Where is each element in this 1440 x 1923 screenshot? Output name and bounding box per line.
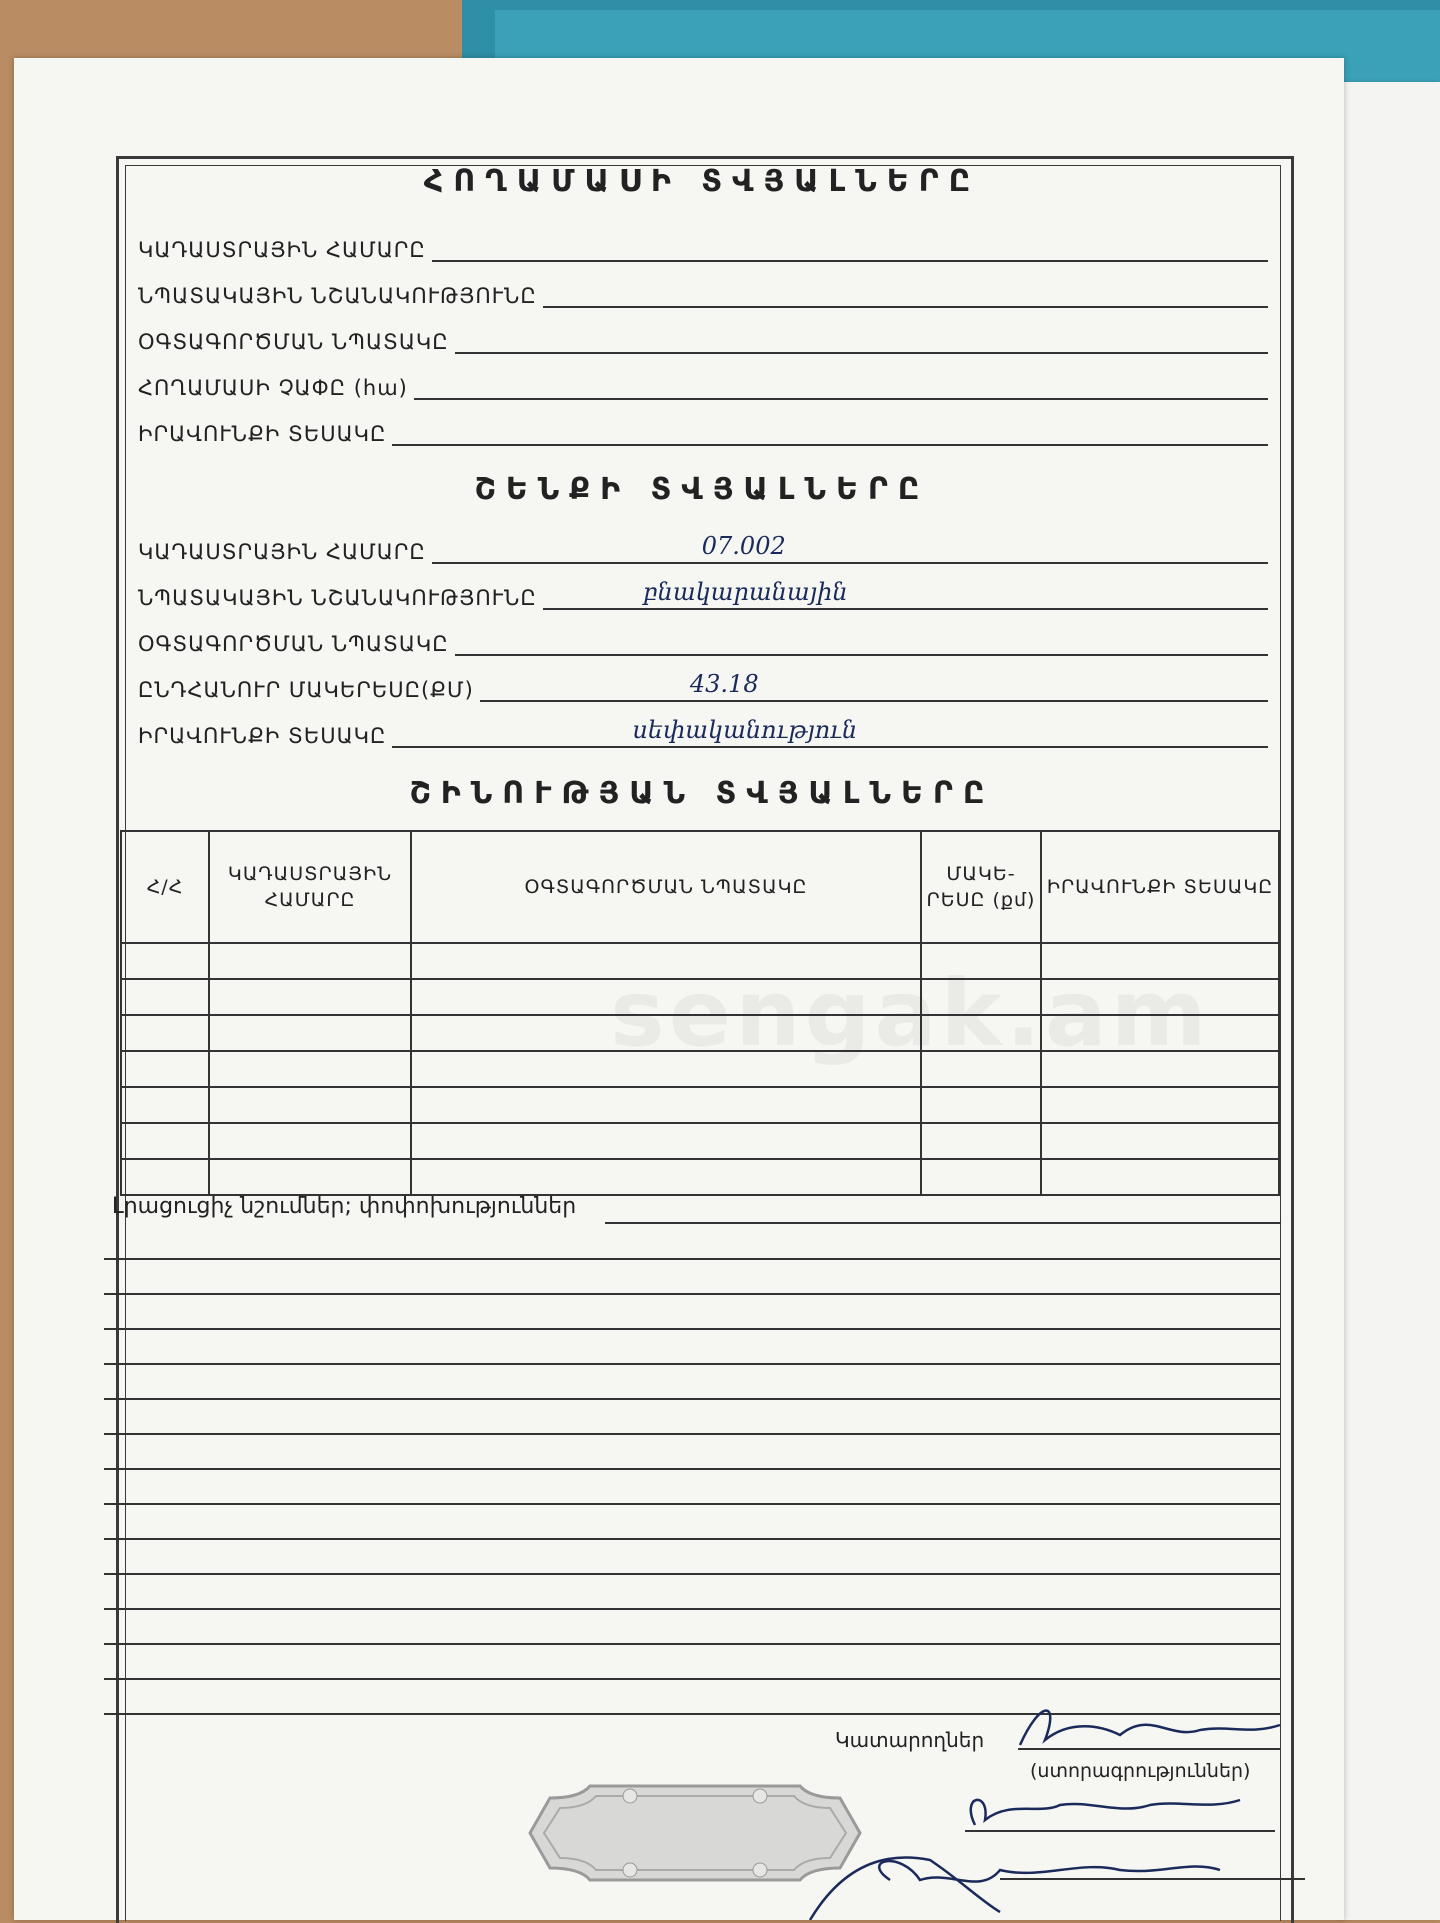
land-usage-purpose <box>138 322 1268 354</box>
table-cell <box>209 1159 411 1195</box>
table-cell <box>411 1123 921 1159</box>
notes-line <box>104 1328 1280 1330</box>
field-line <box>480 670 1268 702</box>
column-header: ԿԱԴԱՍՏՐԱՅԻՆ ՀԱՄԱՐԸ <box>209 831 411 943</box>
table-cell <box>411 1159 921 1195</box>
table-row <box>121 1087 1279 1123</box>
table-cell <box>209 1051 411 1087</box>
field-value: սեփականություն <box>632 716 858 744</box>
table-cell <box>921 1015 1041 1051</box>
notes-line <box>104 1643 1280 1645</box>
land-cadastral-number <box>138 230 1268 262</box>
signature-line <box>1000 1878 1305 1880</box>
land-designation <box>138 276 1268 308</box>
table-row <box>121 943 1279 979</box>
field-label: ՕԳՏԱԳՈՐԾՄԱՆ ՆՊԱՏԱԿԸ <box>138 330 449 354</box>
field-line <box>455 628 1268 656</box>
table-row <box>121 1159 1279 1195</box>
notes-line <box>104 1713 1280 1715</box>
table-cell <box>209 1087 411 1123</box>
notes-line <box>104 1258 1280 1260</box>
table-cell <box>1041 1015 1279 1051</box>
table-cell <box>121 1159 209 1195</box>
signature-line <box>1018 1748 1280 1750</box>
notes-line <box>104 1573 1280 1575</box>
column-header: ՄԱԿԵ-ՐԵՍԸ (քմ) <box>921 831 1041 943</box>
structures-section-title: ՇԻՆՈՒԹՅԱՆ ՏՎՅԱԼՆԵՐԸ <box>409 776 995 811</box>
table-cell <box>921 1123 1041 1159</box>
table-cell <box>209 1015 411 1051</box>
field-line <box>543 578 1268 610</box>
table-cell <box>921 1051 1041 1087</box>
field-line <box>432 532 1268 564</box>
building-section-title: ՇԵՆՔԻ ՏՎՅԱԼՆԵՐԸ <box>474 472 930 507</box>
table-row <box>121 1015 1279 1051</box>
table-cell <box>921 943 1041 979</box>
field-line <box>432 234 1268 262</box>
field-value: 43.18 <box>689 670 759 698</box>
table-cell <box>1041 1051 1279 1087</box>
performers-label: Կատարողներ <box>835 1728 985 1752</box>
table-cell <box>1041 1087 1279 1123</box>
field-line <box>392 418 1268 446</box>
building-usage-purpose <box>138 624 1268 656</box>
table-cell <box>1041 979 1279 1015</box>
land-area <box>138 368 1268 400</box>
table-cell <box>411 1087 921 1123</box>
table-cell <box>121 979 209 1015</box>
field-line <box>455 326 1268 354</box>
field-label: ԻՐԱՎՈՒՆՔԻ ՏԵՍԱԿԸ <box>138 422 387 446</box>
table-row <box>121 1123 1279 1159</box>
land-right-type <box>138 414 1268 446</box>
field-value: բնակարանային <box>642 578 848 606</box>
stamp-seal <box>520 1778 870 1888</box>
notes-line <box>104 1398 1280 1400</box>
field-line <box>543 280 1268 308</box>
table-cell <box>921 1159 1041 1195</box>
notes-line <box>104 1608 1280 1610</box>
field-label: ԿԱԴԱՍՏՐԱՅԻՆ ՀԱՄԱՐԸ <box>138 238 426 262</box>
building-cadastral-number <box>138 532 1268 564</box>
table-cell <box>121 943 209 979</box>
watermark: sengak.am <box>610 960 1211 1067</box>
column-header: ԻՐԱՎՈՒՆՔԻ ՏԵՍԱԿԸ <box>1041 831 1279 943</box>
table-cell <box>1041 1159 1279 1195</box>
field-line <box>414 372 1268 400</box>
field-label: ՆՊԱՏԱԿԱՅԻՆ ՆՇԱՆԱԿՈՒԹՅՈՒՆԸ <box>138 284 537 308</box>
column-header: Հ/Հ <box>121 831 209 943</box>
table-cell <box>921 1087 1041 1123</box>
building-designation <box>138 578 1268 610</box>
table-cell <box>411 979 921 1015</box>
field-label: ԸՆԴՀԱՆՈՒՐ ՄԱԿԵՐԵՍԸ(ՔՄ) <box>138 678 474 702</box>
field-label: ՆՊԱՏԱԿԱՅԻՆ ՆՇԱՆԱԿՈՒԹՅՈՒՆԸ <box>138 586 537 610</box>
signatures-caption: (ստորագրություններ) <box>1030 1760 1251 1782</box>
land-section-title: ՀՈՂԱՄԱՍԻ ՏՎՅԱԼՆԵՐԸ <box>423 164 981 199</box>
notes-label: Լրացուցիչ նշումներ; փոփոխություններ <box>112 1194 577 1219</box>
table-cell <box>209 1123 411 1159</box>
field-label: ԻՐԱՎՈՒՆՔԻ ՏԵՍԱԿԸ <box>138 724 387 748</box>
notes-line <box>605 1222 1281 1224</box>
table-cell <box>1041 1123 1279 1159</box>
field-label: ՕԳՏԱԳՈՐԾՄԱՆ ՆՊԱՏԱԿԸ <box>138 632 449 656</box>
field-value: 07.002 <box>701 532 786 560</box>
table-cell <box>121 1015 209 1051</box>
field-line <box>392 716 1268 748</box>
field-label: ԿԱԴԱՍՏՐԱՅԻՆ ՀԱՄԱՐԸ <box>138 540 426 564</box>
notes-line <box>104 1293 1280 1295</box>
notes-line <box>104 1468 1280 1470</box>
adjacent-page <box>1340 82 1440 1920</box>
table-cell <box>411 1051 921 1087</box>
notes-line <box>104 1678 1280 1680</box>
table-header-row <box>121 831 1279 943</box>
table-cell <box>921 979 1041 1015</box>
table-cell <box>121 1051 209 1087</box>
structures-table <box>120 830 1280 1196</box>
table-cell <box>209 943 411 979</box>
table-cell <box>121 1123 209 1159</box>
notes-line <box>104 1503 1280 1505</box>
signature-line <box>965 1830 1275 1832</box>
table-row <box>121 979 1279 1015</box>
notes-line <box>104 1433 1280 1435</box>
table-cell <box>411 1015 921 1051</box>
field-label: ՀՈՂԱՄԱՍԻ ՉԱՓԸ (hա) <box>138 376 408 400</box>
notes-line <box>104 1538 1280 1540</box>
building-right-type <box>138 716 1268 748</box>
table-cell <box>121 1087 209 1123</box>
table-cell <box>1041 943 1279 979</box>
table-cell <box>411 943 921 979</box>
table-cell <box>209 979 411 1015</box>
table-row <box>121 1051 1279 1087</box>
column-header: ՕԳՏԱԳՈՐԾՄԱՆ ՆՊԱՏԱԿԸ <box>411 831 921 943</box>
building-total-area <box>138 670 1268 702</box>
notes-line <box>104 1363 1280 1365</box>
